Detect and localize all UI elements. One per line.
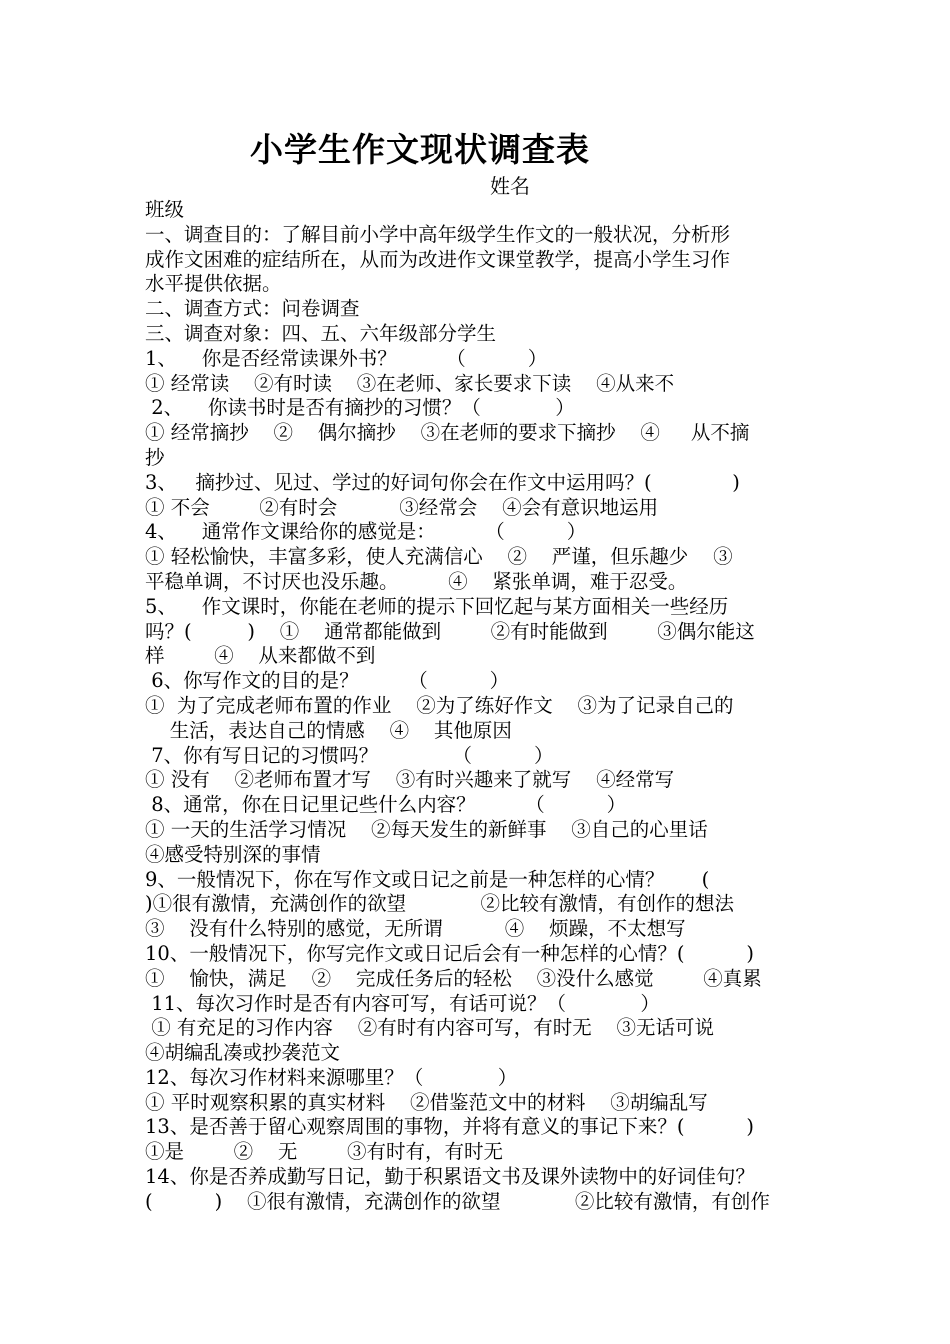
question-14: 14、你是否养成勤写日记，勤于积累语文书及课外读物中的好词佳句？	[145, 1165, 755, 1189]
method-line: 二、调查方式：问卷调查	[145, 297, 360, 321]
question-13: 13、是否善于留心观察周围的事物，并将有意义的事记下来？( )	[145, 1115, 755, 1139]
question-7: 7、你有写日记的习惯吗？ （ ）	[145, 743, 554, 767]
question-4-options-cont: 平稳单调，不讨厌也没乐趣。 ④ 紧张单调，难于忍受。	[145, 569, 688, 593]
question-11-options: ① 有充足的习作内容 ②有时有内容可写，有时无 ③无话可说	[145, 1016, 714, 1040]
question-12-options: ① 平时观察积累的真实材料 ②借鉴范文中的材料 ③胡编乱写	[145, 1090, 708, 1114]
purpose-line-2: 成作文困难的症结所在，从而为改进作文课堂教学，提高小学生习作	[145, 247, 731, 271]
question-3-options: ① 不会 ②有时会 ③经常会 ④会有意识地运用	[145, 495, 659, 519]
question-10: 10、一般情况下，你写完作文或日记后会有一种怎样的心情？( )	[145, 941, 755, 965]
question-8: 8、通常，你在日记里记些什么内容？ （ ）	[145, 793, 627, 817]
purpose-line-1: 一、调查目的：了解目前小学中高年级学生作文的一般状况，分析形	[145, 222, 731, 246]
purpose-line-3: 水平提供依据。	[145, 272, 282, 296]
question-2-options-cont: 抄	[145, 445, 165, 469]
page-title: 小学生作文现状调查表	[250, 130, 590, 169]
question-9: 9、一般情况下，你在写作文或日记之前是一种怎样的心情？ (	[145, 867, 710, 891]
question-3: 3、 摘抄过、见过、学过的好词句你会在作文中运用吗？( )	[145, 470, 740, 494]
question-1-options: ① 经常读 ②有时读 ③在老师、家长要求下读 ④从来不	[145, 371, 675, 395]
question-1: 1、 你是否经常读课外书？ （ ）	[145, 346, 548, 370]
question-2-options: ① 经常摘抄 ② 偶尔摘抄 ③在老师的要求下摘抄 ④ 从不摘	[145, 421, 750, 445]
question-14-options: ( ) ①很有激情，充满创作的欲望 ②比较有激情，有创作	[145, 1189, 770, 1213]
question-12: 12、每次习作材料来源哪里？（ ）	[145, 1065, 518, 1089]
question-5-options-cont: 样 ④ 从来都做不到	[145, 644, 376, 668]
question-13-options: ①是 ② 无 ③有时有，有时无	[145, 1140, 503, 1164]
question-4: 4、 通常作文课给你的感觉是： （ ）	[145, 520, 587, 544]
question-6: 6、你写作文的目的是？ （ ）	[145, 669, 510, 693]
question-10-options: ① 愉快，满足 ② 完成任务后的轻松 ③没什么感觉 ④真累	[145, 966, 762, 990]
name-label: 姓名	[490, 174, 530, 198]
question-11: 11、每次习作时是否有内容可写，有话可说？（ ）	[145, 991, 660, 1015]
survey-body	[145, 198, 825, 1215]
subject-line: 三、调查对象：四、五、六年级部分学生	[145, 321, 497, 345]
question-9-options: )①很有激情，充满创作的欲望 ②比较有激情，有创作的想法	[145, 892, 734, 916]
question-8-options-cont: ④感受特别深的事情	[145, 842, 321, 866]
question-5-options: 吗？( ) ① 通常都能做到 ②有时能做到 ③偶尔能这	[145, 619, 755, 643]
question-4-options: ① 轻松愉快，丰富多彩，使人充满信心 ② 严谨，但乐趣少 ③	[145, 545, 733, 569]
question-2: 2、 你读书时是否有摘抄的习惯？（ ）	[145, 396, 575, 420]
question-5: 5、 作文课时，你能在老师的提示下回忆起与某方面相关一些经历	[145, 594, 729, 618]
question-6-options-cont: 生活，表达自己的情感 ④ 其他原因	[145, 718, 512, 742]
question-8-options: ① 一天的生活学习情况 ②每天发生的新鲜事 ③自己的心里话	[145, 817, 708, 841]
question-7-options: ① 没有 ②老师布置才写 ③有时兴趣来了就写 ④经常写	[145, 768, 675, 792]
question-6-options: ① 为了完成老师布置的作业 ②为了练好作文 ③为了记录自己的	[145, 693, 734, 717]
question-9-options-cont: ③ 没有什么特别的感觉，无所谓 ④ 烦躁，不太想写	[145, 917, 686, 941]
question-11-options-cont: ④胡编乱凑或抄袭范文	[145, 1041, 341, 1065]
class-label: 班级	[145, 198, 185, 221]
